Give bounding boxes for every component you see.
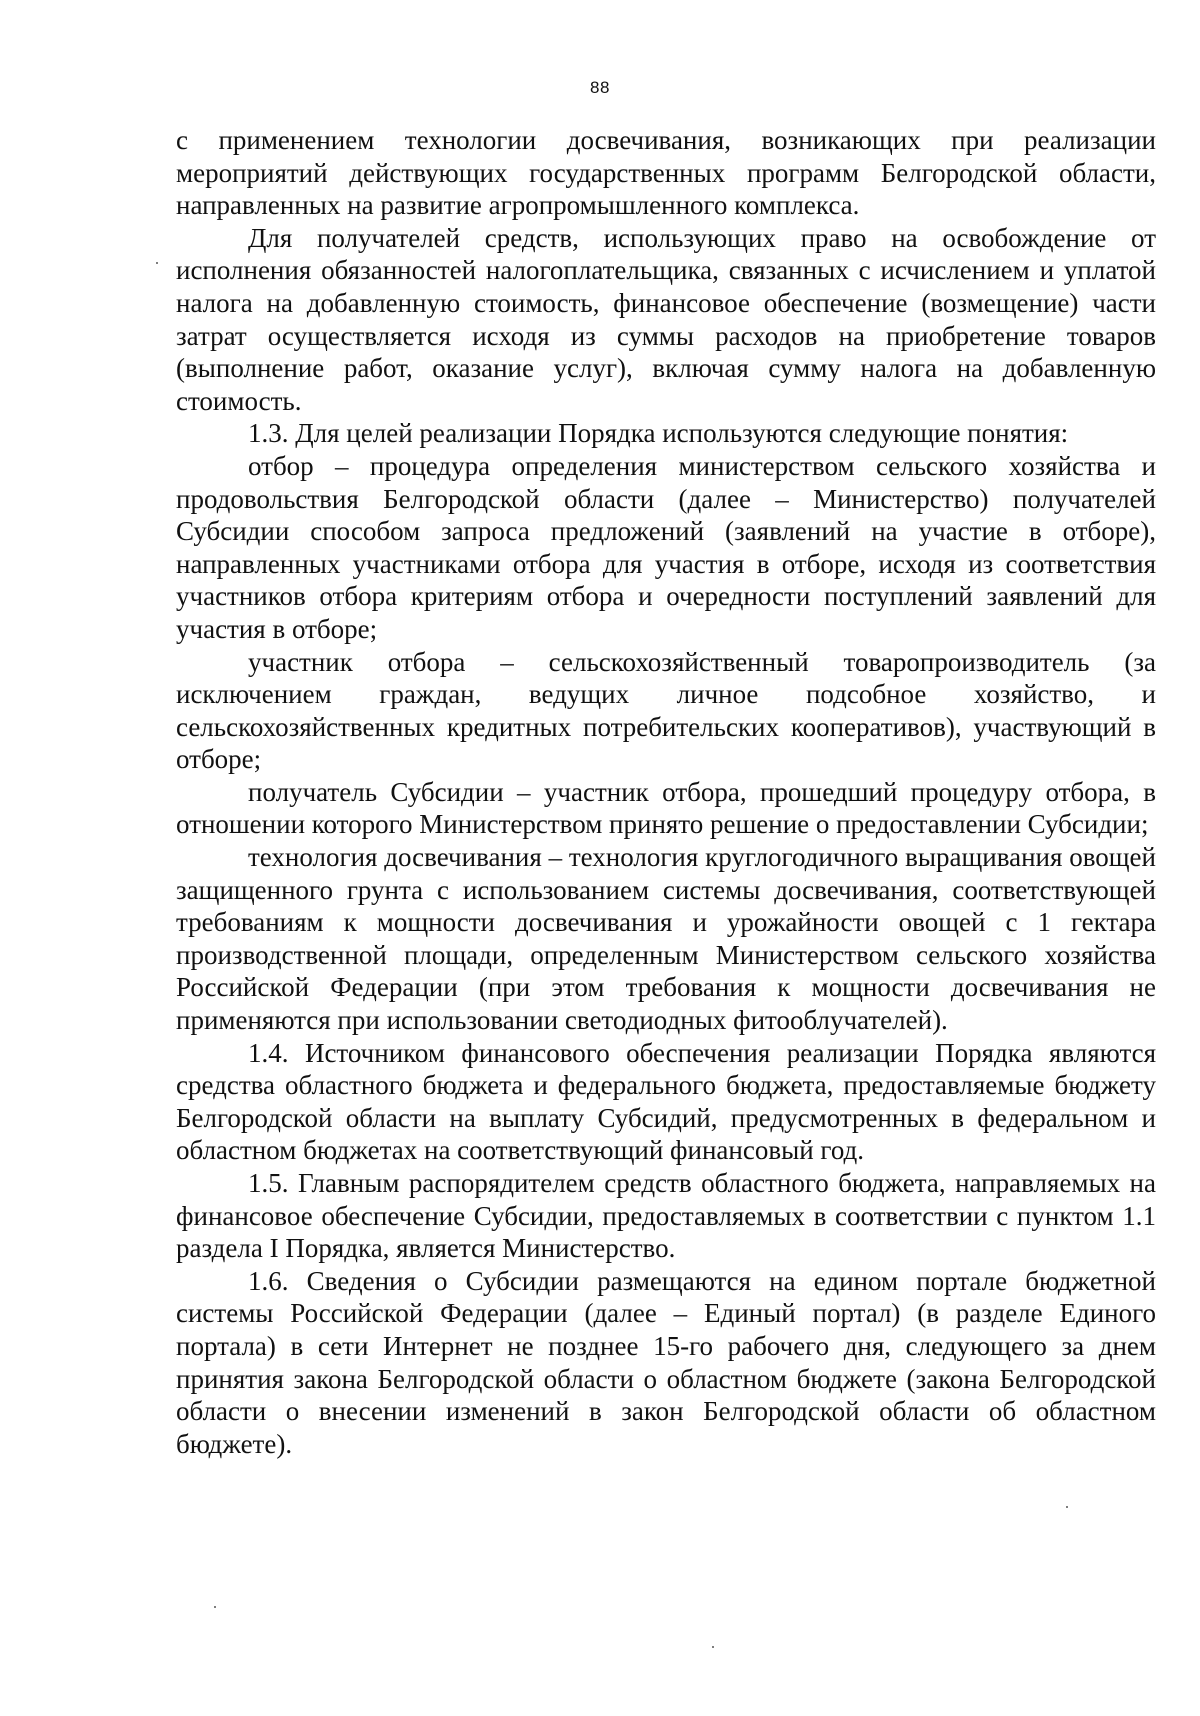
definition-selection: отбор – процедура определения министерством сельского хозяйства и продовольствия Белгородской области (далее – Министерство) получателей Субсидии способом запроса предложений (заявлений на участие в отборе), направленных участниками отбора для участия в отборе, исходя из соответствия участников отбора критериям отбора и очередности поступлений заявлений для участия в отборе; — [176, 450, 1156, 644]
definition-lighting-technology: технология досвечивания – технология круглогодичного выращивания овощей защищенного грунта с использованием системы досвечивания, соответствующей требованиям к мощности досвечивания и урожайности овощей с 1 гектара производственной площади, определенным Министерством сельского хозяйства Российской Федерации (при этом требования к мощности досвечивания не применяются при использовании светодиодных фитооблучателей). — [176, 842, 1156, 1036]
document-body — [176, 124, 1156, 1460]
paragraph-1-6: 1.6. Сведения о Субсидии размещаются на едином портале бюджетной системы Российской Федерации (далее – Единый портал) (в разделе Единого портала) в сети Интернет не позднее 15-го рабочего дня, следующего за днем принятия закона Белгородской области о областном бюджете (закона Белгородской области о внесении изменений в закон Белгородской области об областном бюджете). — [176, 1265, 1156, 1459]
definition-recipient: получатель Субсидии – участник отбора, прошедший процедуру отбора, в отношении которого Министерством принято решение о предоставлении Субсидии; — [176, 776, 1156, 840]
paragraph-continuation: с применением технологии досвечивания, возникающих при реализации мероприятий действующих государственных программ Белгородской области, направленных на развитие агропромышленного комплекса. — [176, 125, 1156, 221]
scan-speck — [214, 1606, 216, 1608]
paragraph-1-4: 1.4. Источником финансового обеспечения реализации Порядка являются средства областного бюджета и федерального бюджета, предоставляемые бюджету Белгородской области на выплату Субсидий, предусмотренных в федеральном и областном бюджетах на соответствующий финансовый год. — [176, 1037, 1156, 1166]
page-number: 88 — [590, 78, 610, 97]
paragraph-1-3: 1.3. Для целей реализации Порядка используются следующие понятия: — [248, 418, 1069, 449]
paragraph-vat-exemption: Для получателей средств, использующих право на освобождение от исполнения обязанностей налогоплательщика, связанных с исчислением и уплатой налога на добавленную стоимость, финансовое обеспечение (возмещение) части затрат осуществляется исходя из суммы расходов на приобретение товаров (выполнение работ, оказание услуг), включая сумму налога на добавленную стоимость. — [176, 222, 1156, 416]
scan-speck — [1066, 1506, 1068, 1508]
definition-participant: участник отбора – сельскохозяйственный товаропроизводитель (за исключением граждан, ведущих личное подсобное хозяйство, и сельскохозяйственных кредитных потребительских кооперативов), участвующий в отборе; — [176, 646, 1156, 775]
scan-speck — [156, 262, 158, 264]
paragraph-1-5: 1.5. Главным распорядителем средств областного бюджета, направляемых на финансовое обеспечение Субсидии, предоставляемых в соответствии с пунктом 1.1 раздела I Порядка, является Министерство. — [176, 1168, 1156, 1264]
scan-speck — [712, 1646, 714, 1648]
